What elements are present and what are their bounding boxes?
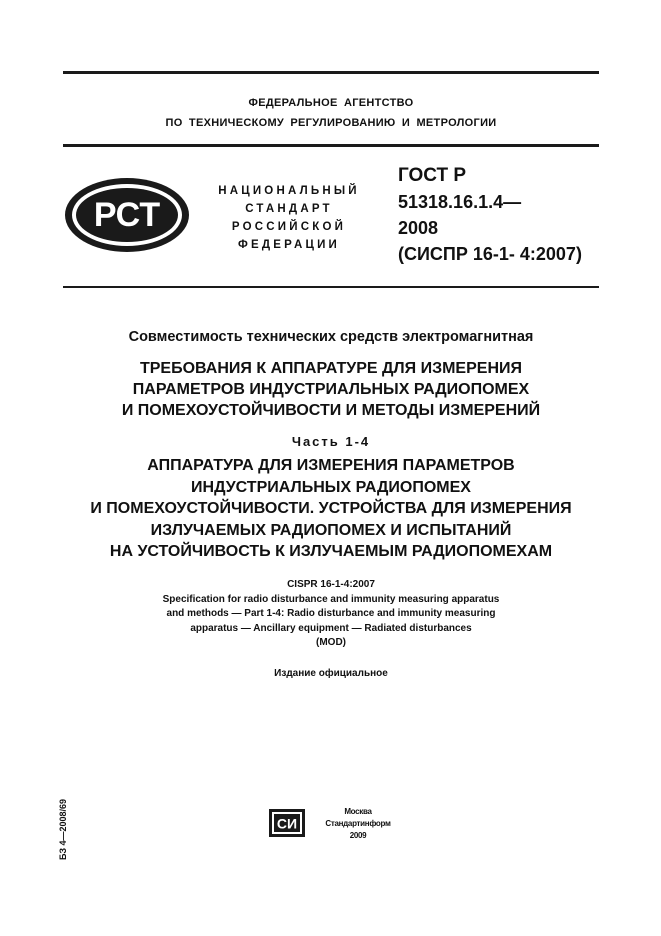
publisher-name: Стандартинформ (325, 819, 391, 828)
main-title (40, 358, 622, 421)
publisher-logo-icon (268, 808, 306, 838)
publisher-logo-text: СИ (276, 815, 298, 832)
edition-label: Издание официальное (274, 668, 388, 679)
top-rule (63, 71, 599, 74)
designation-line-3: 2008 (398, 218, 439, 238)
cispr-code: CISPR 16-1-4:2007 (287, 579, 375, 590)
national-line-2: СТАНДАРТ (245, 203, 333, 215)
cispr-line-3: apparatus — Ancillary equipment — Radiated disturbances (190, 622, 472, 634)
national-line-3: РОССИЙСКОЙ (231, 221, 347, 233)
publisher-info (306, 806, 410, 842)
agency-line-2: ПО ТЕХНИЧЕСКОМУ РЕГУЛИРОВАНИЮ И МЕТРОЛОГИИ (165, 117, 497, 129)
national-line-4: ФЕДЕРАЦИИ (237, 239, 341, 251)
part-title-line-3: И ПОМЕХОУСТОЙЧИВОСТИ. УСТРОЙСТВА ДЛЯ ИЗМЕРЕНИЯ (90, 500, 572, 517)
part-title-line-4: ИЗЛУЧАЕМЫХ РАДИОПОМЕХ И ИСПЫТАНИЙ (150, 521, 512, 539)
side-code-text: БЗ 4—2008/69 (58, 798, 68, 860)
national-line-1: НАЦИОНАЛЬНЫЙ (218, 185, 360, 197)
side-code (58, 760, 70, 860)
main-title-line-1: ТРЕБОВАНИЯ К АППАРАТУРЕ ДЛЯ ИЗМЕРЕНИЯ (139, 360, 522, 377)
standard-designation (398, 163, 608, 267)
part-title-line-5: НА УСТОЙЧИВОСТЬ К ИЗЛУЧАЕМЫМ РАДИОПОМЕХАМ (109, 543, 553, 560)
cispr-line-2: and methods — Part 1-4: Radio disturbance and immunity measuring (166, 608, 496, 619)
main-title-line-2: ПАРАМЕТРОВ ИНДУСТРИАЛЬНЫХ РАДИОПОМЕХ (132, 381, 530, 398)
designation-line-1: ГОСТ Р (398, 165, 467, 186)
designation-line-2: 51318.16.1.4— (398, 192, 522, 212)
publisher-year: 2009 (349, 831, 367, 840)
part-title-line-1: АППАРАТУРА ДЛЯ ИЗМЕРЕНИЯ ПАРАМЕТРОВ (147, 457, 515, 474)
main-title-line-3: И ПОМЕХОУСТОЙЧИВОСТИ И МЕТОДЫ ИЗМЕРЕНИЙ (121, 402, 541, 419)
part-title-line-2: ИНДУСТРИАЛЬНЫХ РАДИОПОМЕХ (191, 478, 471, 496)
part-label: Часть 1-4 (291, 434, 371, 449)
emblem-rule (63, 286, 599, 288)
cispr-line-1: Specification for radio disturbance and immunity measuring apparatus (162, 593, 500, 605)
cispr-line-4: (MOD) (316, 637, 346, 648)
agency-header (63, 93, 599, 133)
publisher-city: Москва (344, 807, 372, 816)
designation-line-4: (СИСПР 16-1- 4:2007) (398, 244, 582, 264)
header-rule (63, 144, 599, 147)
international-reference (63, 578, 599, 651)
document-subject: Совместимость технических средств электромагнитная (128, 329, 534, 345)
emblem-text: РСТ (93, 196, 161, 234)
gost-emblem-icon (62, 175, 192, 255)
national-standard-label (200, 182, 378, 254)
agency-line-1: ФЕДЕРАЛЬНОЕ АГЕНТСТВО (248, 97, 414, 109)
part-title (40, 455, 622, 563)
